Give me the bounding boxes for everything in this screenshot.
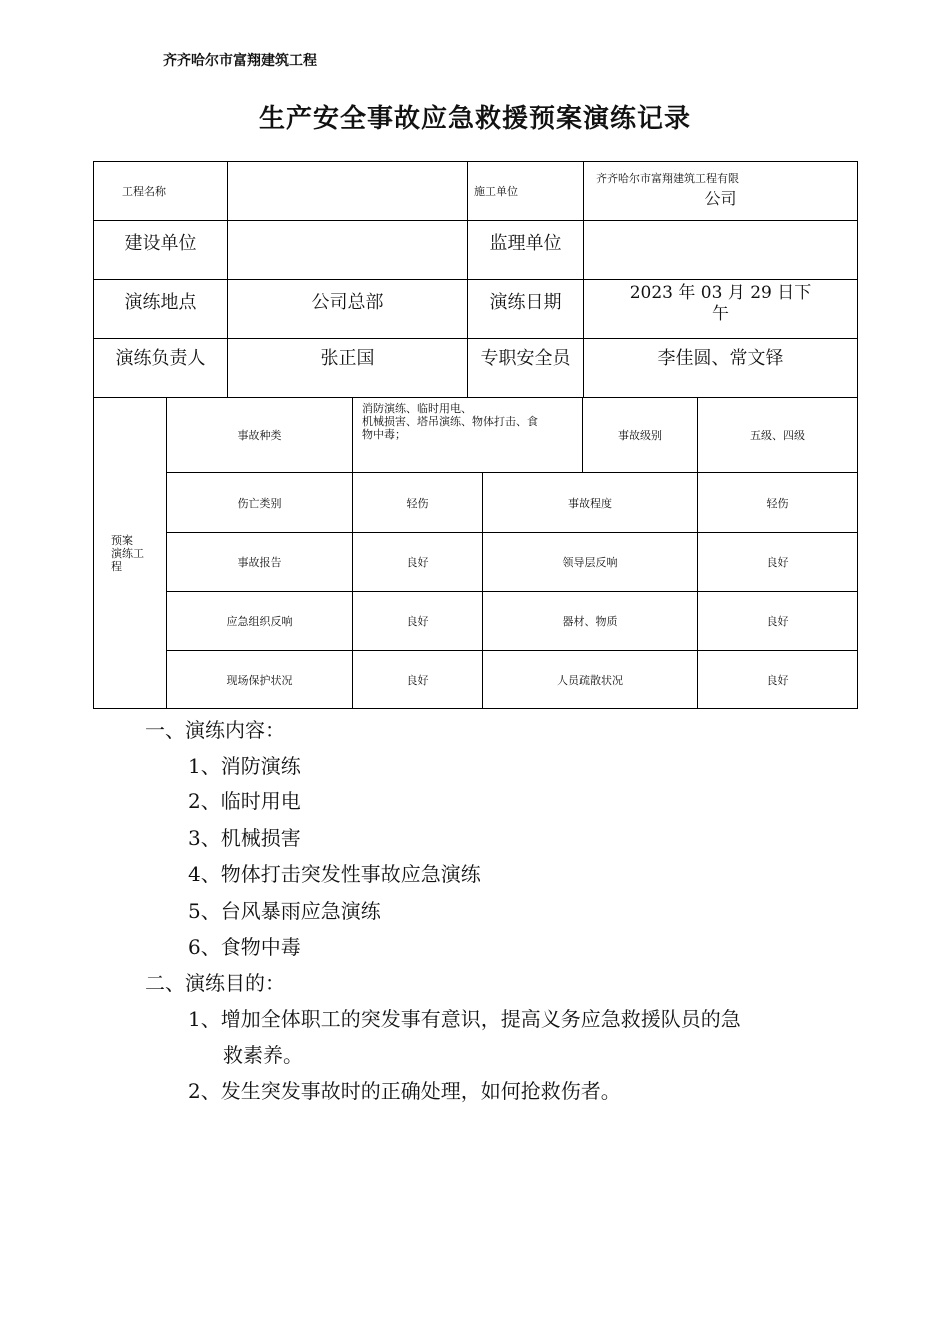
document-title: 生产安全事故应急救援预案演练记录 xyxy=(258,104,691,134)
section-label-line2: 演练工 xyxy=(111,546,144,560)
row-value-2: 良好 xyxy=(698,592,858,651)
accident-type-label: 事故种类 xyxy=(167,398,353,473)
header-company: 齐齐哈尔市富翔建筑工程 xyxy=(163,53,317,69)
date-label: 演练日期 xyxy=(468,280,584,339)
accident-type-line3: 物中毒； xyxy=(362,428,406,441)
row-label-2: 人员疏散状况 xyxy=(483,651,698,709)
info-table xyxy=(93,161,858,398)
row-label-1: 应急组织反响 xyxy=(167,592,353,651)
accident-type-line1: 消防演练、临时用电、 xyxy=(362,402,472,415)
supervisor-value xyxy=(584,221,858,280)
accident-level-label: 事故级别 xyxy=(583,398,698,473)
section-label xyxy=(94,398,167,709)
list-item: 6、食物中毒 xyxy=(188,935,301,959)
list-item-continuation: 救素养。 xyxy=(223,1043,303,1067)
list-item: 1、增加全体职工的突发事有意识，提高义务应急救援队员的急 xyxy=(188,1007,741,1031)
builder-value xyxy=(228,221,468,280)
section2-title: 二、演练目的： xyxy=(145,971,285,995)
section-label-line3: 程 xyxy=(111,559,122,573)
project-name-label: 工程名称 xyxy=(94,162,228,221)
row-label-2: 事故程度 xyxy=(483,473,698,533)
section1-title: 一、演练内容： xyxy=(145,718,285,742)
row-value-1: 良好 xyxy=(353,592,483,651)
safety-officer-value: 李佳圆、常文铎 xyxy=(584,339,858,398)
accident-type-value xyxy=(353,398,583,473)
list-item: 2、发生突发事故时的正确处理，如何抢救伤者。 xyxy=(188,1079,621,1103)
construction-unit-label: 施工单位 xyxy=(468,162,584,221)
list-item: 4、物体打击突发性事故应急演练 xyxy=(188,862,481,886)
section-label-line1: 预案 xyxy=(111,533,133,547)
safety-officer-label: 专职安全员 xyxy=(468,339,584,398)
construction-unit-line2: 公司 xyxy=(704,189,737,208)
row-label-2: 器材、物质 xyxy=(483,592,698,651)
supervisor-label: 监理单位 xyxy=(468,221,584,280)
date-line1: 2023 年 03 月 29 日下 xyxy=(629,283,812,303)
list-item: 2、临时用电 xyxy=(188,789,301,813)
construction-unit-line1: 齐齐哈尔市富翔建筑工程有限 xyxy=(596,172,739,185)
accident-level-value: 五级、四级 xyxy=(698,398,858,473)
date-line2: 午 xyxy=(712,304,729,324)
leader-value: 张正国 xyxy=(228,339,468,398)
row-value-2: 良好 xyxy=(698,533,858,592)
construction-unit-value xyxy=(584,162,858,221)
date-value xyxy=(584,280,858,339)
row-label-1: 现场保护状况 xyxy=(167,651,353,709)
row-value-1: 良好 xyxy=(353,651,483,709)
list-item: 1、消防演练 xyxy=(188,754,301,778)
row-value-2: 轻伤 xyxy=(698,473,858,533)
accident-type-line2: 机械损害、塔吊演练、物体打击、食 xyxy=(362,415,538,428)
row-value-1: 良好 xyxy=(353,533,483,592)
location-value: 公司总部 xyxy=(228,280,468,339)
location-label: 演练地点 xyxy=(94,280,228,339)
row-label-2: 领导层反响 xyxy=(483,533,698,592)
leader-label: 演练负责人 xyxy=(94,339,228,398)
row-label-1: 事故报告 xyxy=(167,533,353,592)
row-label-1: 伤亡类别 xyxy=(167,473,353,533)
project-name-value xyxy=(228,162,468,221)
list-item: 3、机械损害 xyxy=(188,826,301,850)
list-item: 5、台风暴雨应急演练 xyxy=(188,899,381,923)
row-value-1: 轻伤 xyxy=(353,473,483,533)
builder-label: 建设单位 xyxy=(94,221,228,280)
drill-table xyxy=(93,397,858,709)
row-value-2: 良好 xyxy=(698,651,858,709)
